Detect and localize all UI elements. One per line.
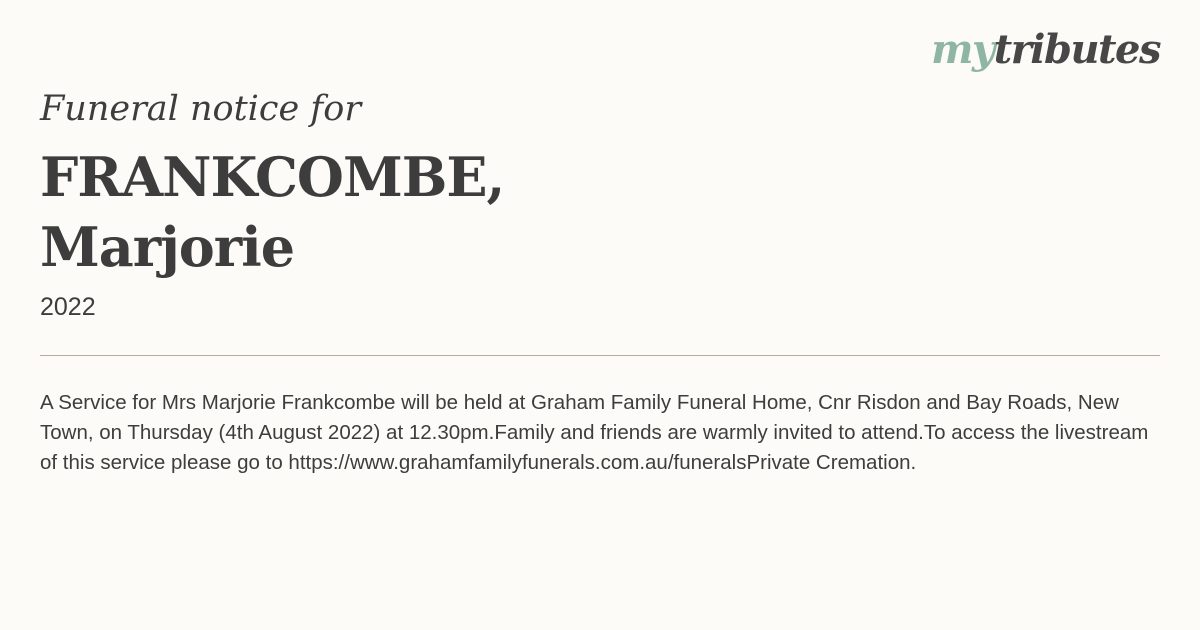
- deceased-name: [40, 142, 504, 282]
- divider: [40, 355, 1160, 356]
- notice-year: 2022: [40, 293, 96, 321]
- notice-heading: Funeral notice for: [40, 89, 362, 129]
- logo-tributes: tributes: [993, 26, 1160, 73]
- deceased-given-name: Marjorie: [40, 215, 295, 279]
- deceased-surname: FRANKCOMBE,: [40, 145, 505, 209]
- logo-my: my: [931, 26, 994, 73]
- notice-body: A Service for Mrs Marjorie Frankcombe will be held at Graham Family Funeral Home, Cnr Risdon and Bay Roads, New Town, on Thursday (4th August 2022) at 12.30pm.Family and friends are warmly invited to attend.To access the livestream of this service please go to https://www.grahamfamilyfunerals.com.au/funeralsPrivate Cremation.: [40, 391, 1149, 474]
- mytributes-logo: [931, 26, 1160, 73]
